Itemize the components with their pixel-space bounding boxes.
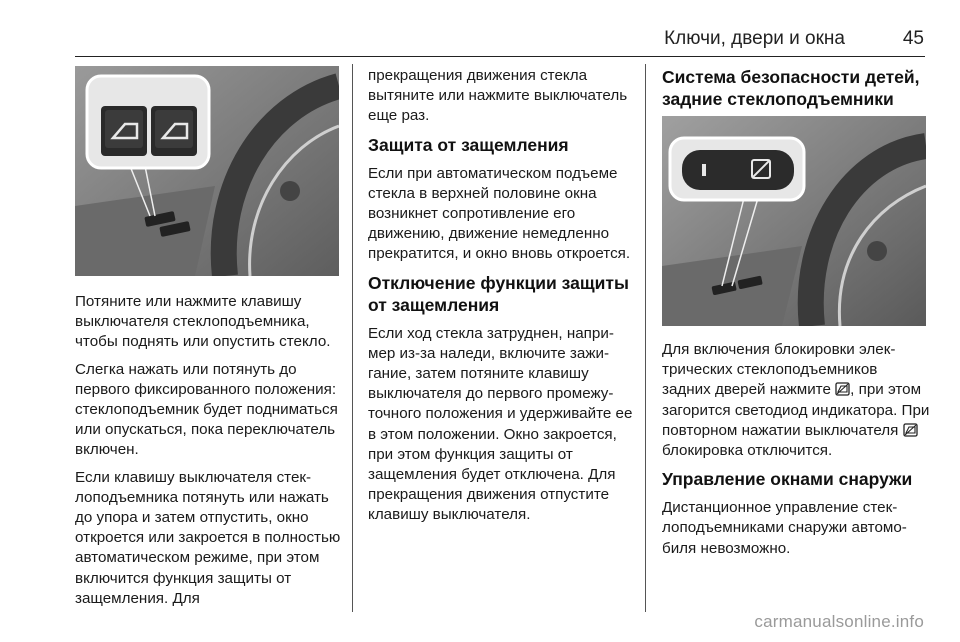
paragraph: прекращения движения стекла вытяните или нажмите выключатель еще раз. <box>368 67 628 125</box>
column-1-text <box>75 292 347 616</box>
section-heading: Управление окнами снаружи <box>662 469 913 490</box>
paragraph-part: Для включения блокировки электрических стеклоподъемников задних дверей нажмите <box>662 341 896 399</box>
paragraph-part: , при этом загорится светодиод индикатора. При повторном нажатии выключателя <box>662 381 930 439</box>
column-divider-left <box>352 64 353 612</box>
paragraph: Если клавишу выключателя стеклоподъемника потянуть или нажать до упора и затем отпустить, окно откроется или закроется в полностью автоматическом режиме, при этом включится функция защиты от защемления. Для <box>75 468 341 607</box>
window-lock-icon <box>903 423 918 437</box>
column-divider-right <box>645 64 646 612</box>
paragraph: Если при автоматическом подъеме стекла в верхней половине окна возникнет сопротивление его движению, движение немедленно прекратится, и окно вновь откроется. <box>368 164 631 263</box>
section-heading: Защита от защемления <box>368 134 569 155</box>
header-rule <box>75 56 925 57</box>
section-heading: Система безопасности детей, задние стеклоподъемники <box>662 67 920 109</box>
column-2-text <box>368 66 634 533</box>
column-3-text <box>662 340 930 566</box>
child-lock-photo <box>662 116 926 326</box>
window-lock-icon <box>835 382 850 396</box>
paragraph: Если ход стекла затруднен, например из-за наледи, включите зажигание, затем потяните клавишу выключателя до первого промежуточного положения и удерживайте ее в этом положении. Окно закроется, при этом функция защиты от защемления будет отключена. Для прекращения движения отпустите клавишу выключателя. <box>368 324 633 524</box>
window-switch-photo <box>75 66 339 276</box>
paragraph: Потяните или нажмите клавишу выключателя стеклоподъемника, чтобы поднять или опустить стекло. <box>75 293 331 351</box>
chapter-title: Ключи, двери и окна <box>664 28 845 49</box>
paragraph <box>662 340 930 461</box>
column-3-heading <box>662 66 926 118</box>
section-heading: Отключение функции защиты от защемления <box>368 272 629 315</box>
paragraph: Дистанционное управление стеклоподъемниками снаружи автомобиля невозможно. <box>662 499 907 557</box>
page-header <box>0 0 960 52</box>
paragraph: Слегка нажать или потянуть до первого фиксированного положения: стеклоподъемник будет подниматься или опускаться, пока переключатель включен. <box>75 360 338 459</box>
paragraph-part: блокировка отключится. <box>662 442 833 460</box>
watermark: carmanualsonline.info <box>754 612 924 631</box>
page-number: 45 <box>902 28 924 49</box>
